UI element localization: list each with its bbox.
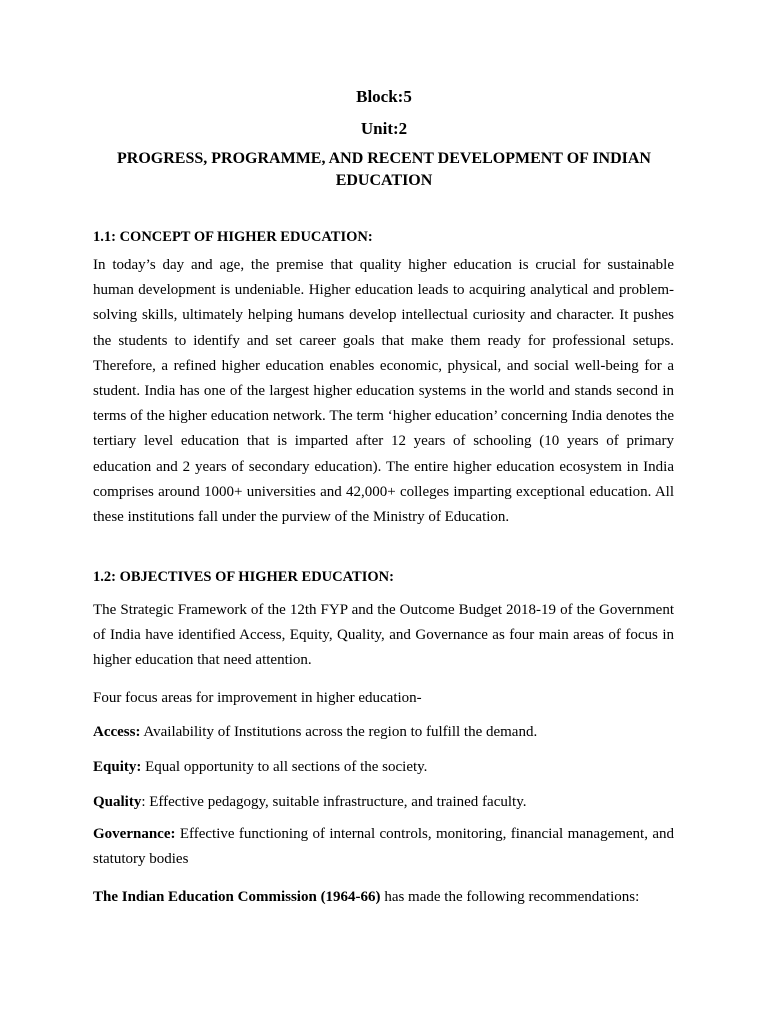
commission-recommendation xyxy=(93,887,674,907)
governance-term: Governance: xyxy=(93,826,176,842)
section-1-heading: 1.1: CONCEPT OF HIGHER EDUCATION: xyxy=(93,229,373,245)
focus-intro-container xyxy=(93,688,674,708)
focus-intro: Four focus areas for improvement in higher education- xyxy=(93,690,422,706)
quality-text: : Effective pedagogy, suitable infrastructure, and trained faculty. xyxy=(141,794,527,810)
focus-quality xyxy=(93,792,674,812)
access-term: Access: xyxy=(93,724,141,740)
section-2-paragraph: The Strategic Framework of the 12th FYP and the Outcome Budget 2018-19 of the Government of India have identified Access, Equity, Quality, and Governance as four main areas of focus in higher education that need attention. xyxy=(93,602,674,669)
focus-equity xyxy=(93,757,674,777)
section-1 xyxy=(93,227,674,247)
document-title: PROGRESS, PROGRAMME, AND RECENT DEVELOPMENT OF INDIAN EDUCATION xyxy=(117,150,651,189)
quality-term: Quality xyxy=(93,794,142,810)
commission-text: has made the following recommendations: xyxy=(380,889,640,905)
section-2 xyxy=(93,567,674,587)
access-text: Availability of Institutions across the region to fulfill the demand. xyxy=(140,724,538,740)
block-label: Block:5 xyxy=(356,87,412,106)
section-2-heading: 1.2: OBJECTIVES OF HIGHER EDUCATION: xyxy=(93,569,394,585)
section-2-body-container xyxy=(93,598,674,674)
focus-governance xyxy=(93,822,674,872)
unit-label: Unit:2 xyxy=(360,119,408,138)
equity-text: Equal opportunity to all sections of the society. xyxy=(141,759,428,775)
section-1-paragraph: In today’s day and age, the premise that quality higher education is crucial for sustainable human development is undeniable. Higher education leads to acquiring analytical and problem-solving skills, ultimately helping humans develop intellectual curiosity and character. It pushes the students to identify and set career goals that make them ready for professional setups. Therefore, a refined higher education enables economic, physical, and social well-being for a student. India has one of the largest higher education systems in the world and stands second in terms of the higher education network. The term ‘higher education’ concerning India denotes the tertiary level education that is imparted after 12 years of schooling (10 years of primary education and 2 years of secondary education). The entire higher education ecosystem in India comprises around 1000+ universities and 42,000+ colleges imparting exceptional education. All these institutions fall under the purview of the Ministry of Education. xyxy=(93,257,674,526)
section-1-body-container xyxy=(93,253,674,530)
governance-text: Effective functioning of internal controls, monitoring, financial management, and statutory bodies xyxy=(93,826,674,868)
equity-term: Equity: xyxy=(93,759,142,775)
commission-term: The Indian Education Commission (1964-66) xyxy=(93,889,381,905)
focus-access xyxy=(93,722,674,742)
